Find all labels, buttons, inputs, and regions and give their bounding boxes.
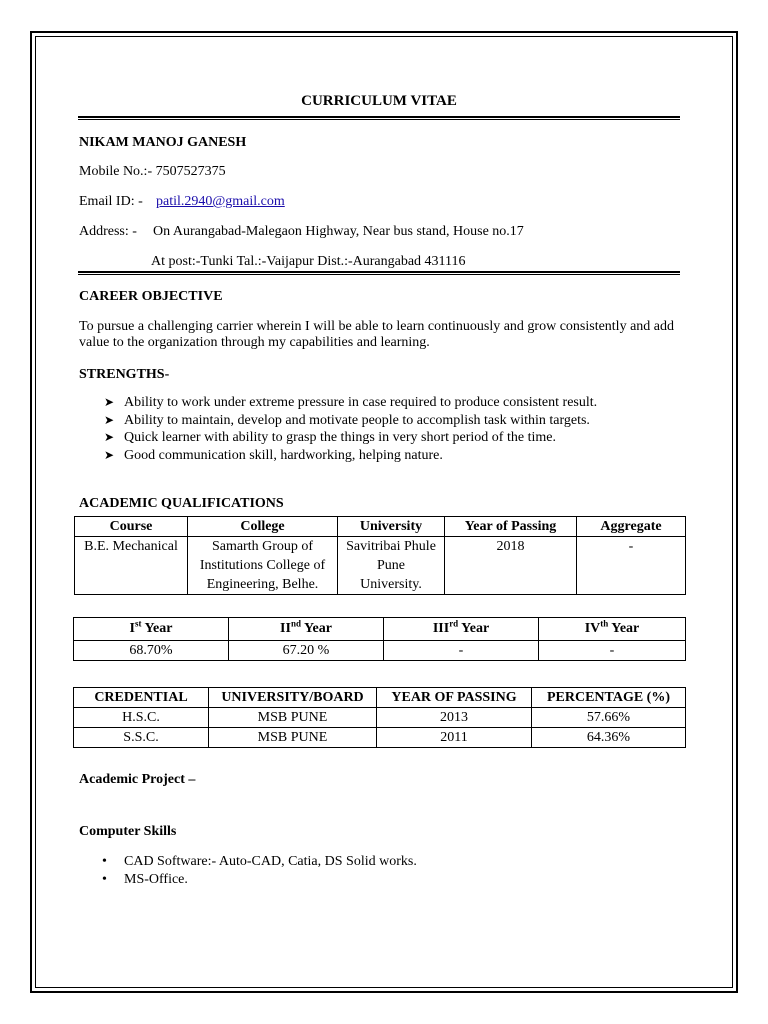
university-cell: Savitribai Phule Pune University. bbox=[338, 537, 445, 595]
career-objective-text: To pursue a challenging carrier wherein I will be able to learn continuously and grow consistently and add value to the organization through my capabilities and learning. bbox=[79, 319, 674, 350]
table-header: Course bbox=[75, 517, 188, 537]
list-item: ➤ Good communication skill, hardworking, helping nature. bbox=[104, 447, 443, 463]
bullet-icon: • bbox=[102, 871, 107, 887]
mobile-value: 7507527375 bbox=[155, 164, 226, 179]
table-cell: MSB PUNE bbox=[209, 728, 377, 748]
table-header: CREDENTIAL bbox=[74, 688, 209, 708]
arrow-bullet-icon: ➤ bbox=[104, 395, 115, 409]
table-cell: 2013 bbox=[377, 708, 532, 728]
academic-table bbox=[74, 516, 686, 595]
email-line bbox=[79, 194, 143, 210]
credentials-table bbox=[73, 687, 686, 748]
candidate-name: NIKAM MANOJ GANESH bbox=[79, 135, 247, 150]
table-cell: S.S.C. bbox=[74, 728, 209, 748]
table-row bbox=[74, 641, 686, 661]
table-header: Aggregate bbox=[577, 517, 686, 537]
table-cell: H.S.C. bbox=[74, 708, 209, 728]
table-row bbox=[74, 728, 686, 748]
address-line-2: At post:-Tunki Tal.:-Vaijapur Dist.:-Aurangabad 431116 bbox=[151, 254, 466, 269]
mobile-label: Mobile No.:- bbox=[79, 164, 153, 179]
table-row bbox=[74, 708, 686, 728]
table-header: PERCENTAGE (%) bbox=[532, 688, 686, 708]
computer-skills-list bbox=[100, 853, 417, 888]
list-item: ➤ Ability to maintain, develop and motivate people to accomplish task within targets. bbox=[104, 412, 590, 428]
table-header: IVth Year bbox=[539, 618, 686, 641]
arrow-bullet-icon: ➤ bbox=[104, 447, 115, 462]
address-line-1: On Aurangabad-Malegaon Highway, Near bus stand, House no.17 bbox=[153, 224, 524, 239]
bullet-icon: • bbox=[102, 854, 107, 869]
email-label: Email ID: - bbox=[79, 194, 143, 209]
table-cell: - bbox=[384, 641, 539, 661]
table-cell: 67.20 % bbox=[229, 641, 384, 661]
table-row bbox=[75, 537, 686, 595]
career-objective-heading: CAREER OBJECTIVE bbox=[79, 289, 223, 304]
table-cell: 64.36% bbox=[532, 728, 686, 748]
academic-heading: ACADEMIC QUALIFICATIONS bbox=[79, 496, 284, 511]
college-cell: Samarth Group of Institutions College of Engineering, Belhe. bbox=[188, 537, 338, 595]
arrow-bullet-icon: ➤ bbox=[104, 430, 115, 444]
year-cell: 2018 bbox=[445, 537, 577, 595]
mobile-line bbox=[79, 164, 226, 180]
list-item: • MS-Office. bbox=[102, 871, 188, 887]
table-header-row bbox=[75, 517, 686, 537]
yearwise-table bbox=[73, 617, 686, 661]
title-rule bbox=[78, 116, 680, 120]
header-rule bbox=[78, 271, 680, 275]
table-header: College bbox=[188, 517, 338, 537]
aggregate-cell: - bbox=[577, 537, 686, 595]
table-header: Ist Year bbox=[74, 618, 229, 641]
table-header: YEAR OF PASSING bbox=[377, 688, 532, 708]
arrow-bullet-icon: ➤ bbox=[104, 412, 115, 427]
list-item: ➤ Ability to work under extreme pressure in case required to produce consistent result. bbox=[104, 395, 598, 410]
academic-project-heading: Academic Project – bbox=[79, 772, 196, 787]
table-cell: MSB PUNE bbox=[209, 708, 377, 728]
table-header-row bbox=[74, 618, 686, 641]
table-header: IInd Year bbox=[229, 618, 384, 641]
list-item: • CAD Software:- Auto-CAD, Catia, DS Solid works. bbox=[102, 854, 417, 869]
table-cell: - bbox=[539, 641, 686, 661]
course-cell: B.E. Mechanical bbox=[75, 537, 188, 595]
strengths-heading: STRENGTHS- bbox=[79, 367, 170, 382]
table-header: IIIrd Year bbox=[384, 618, 539, 641]
address-label: Address: - bbox=[79, 224, 137, 239]
table-header: University bbox=[338, 517, 445, 537]
table-cell: 57.66% bbox=[532, 708, 686, 728]
table-cell: 2011 bbox=[377, 728, 532, 748]
computer-skills-heading: Computer Skills bbox=[79, 824, 177, 839]
table-header: UNIVERSITY/BOARD bbox=[209, 688, 377, 708]
list-item: ➤ Quick learner with ability to grasp the things in very short period of the time. bbox=[104, 430, 556, 445]
table-header-row bbox=[74, 688, 686, 708]
table-header: Year of Passing bbox=[445, 517, 577, 537]
document-title: CURRICULUM VITAE bbox=[301, 93, 457, 109]
email-link[interactable]: patil.2940@gmail.com bbox=[156, 194, 285, 209]
table-cell: 68.70% bbox=[74, 641, 229, 661]
strengths-list bbox=[104, 394, 597, 464]
email-line-value bbox=[156, 194, 285, 210]
